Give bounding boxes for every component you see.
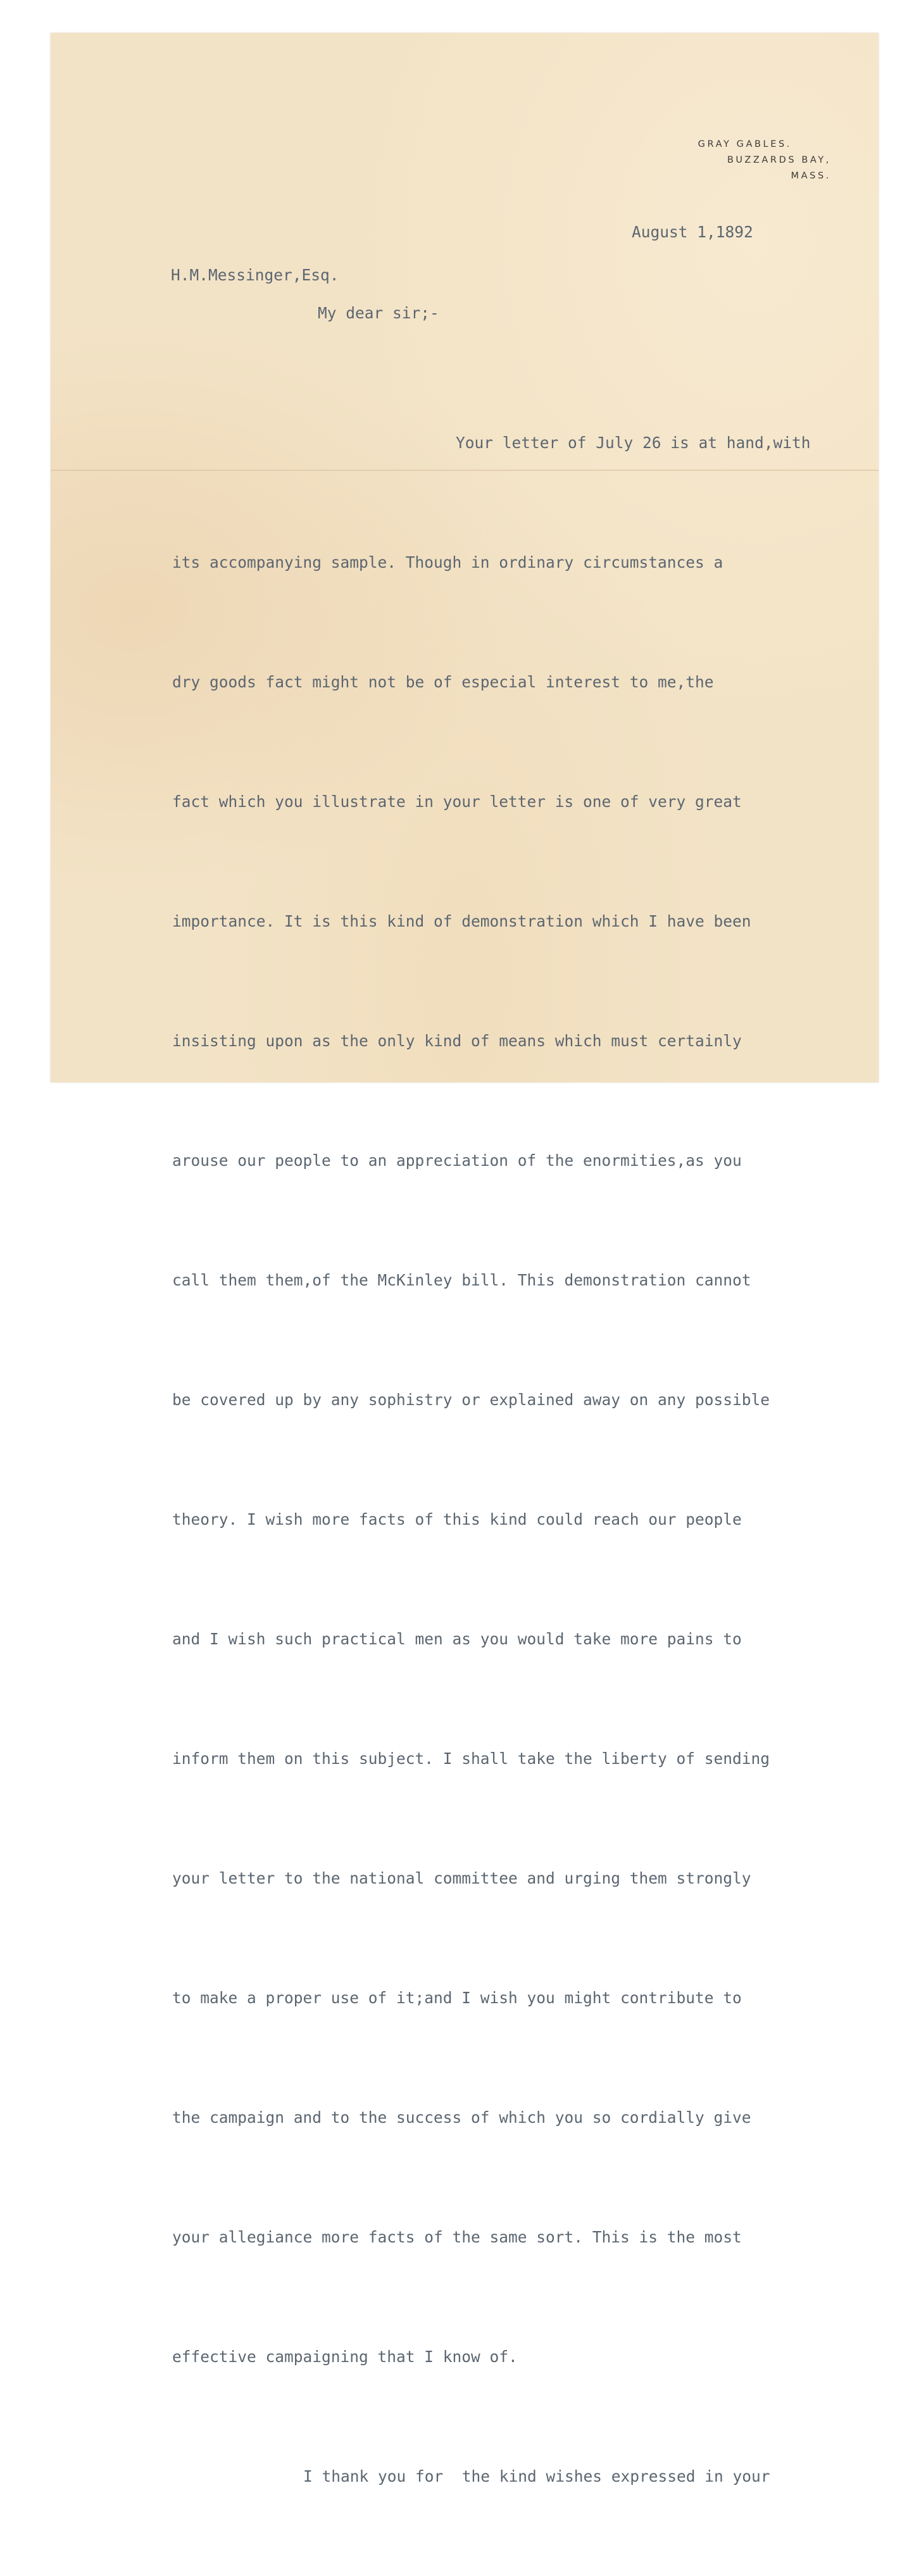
body-line: Your letter of July 26 is at hand,with: [456, 434, 811, 452]
letterhead: [698, 137, 831, 184]
body-line: call them them,of the McKinley bill. This demonstration cannot: [172, 1271, 751, 1289]
letterhead-line: BUZZARDS BAY,: [727, 155, 831, 165]
body-line: importance. It is this kind of demonstration which I have been: [172, 912, 751, 930]
body-line: fact which you illustrate in your letter is one of very great: [172, 792, 742, 811]
body-line: your allegiance more facts of the same sort. This is the most: [172, 2228, 742, 2246]
letter-page: [51, 33, 879, 2485]
body-line: theory. I wish more facts of this kind could reach our people: [172, 1510, 742, 1529]
body-line: to make a proper use of it;and I wish you might contribute to: [172, 1989, 742, 2007]
letterhead-line: GRAY GABLES.: [698, 139, 792, 149]
letter-body: [172, 343, 811, 2576]
body-line: I thank you for the kind wishes expressed in your: [303, 2467, 770, 2485]
body-line: arouse our people to an appreciation of the enormities,as you: [172, 1151, 742, 1170]
body-line: effective campaigning that I know of.: [172, 2348, 518, 2366]
body-line: its accompanying sample. Though in ordinary circumstances a: [172, 553, 723, 572]
body-line: dry goods fact might not be of especial interest to me,the: [172, 673, 714, 691]
body-line: your letter to the national committee and urging them strongly: [172, 1869, 751, 1887]
salutation: My dear sir;-: [318, 304, 439, 322]
body-line: and I wish such practical men as you would take more pains to: [172, 1630, 742, 1648]
body-line: the campaign and to the success of which you so cordially give: [172, 2108, 751, 2127]
addressee: H.M.Messinger,Esq.: [171, 266, 339, 284]
letter-date: August 1,1892: [632, 223, 753, 241]
letterhead-line: MASS.: [791, 171, 831, 181]
body-line: inform them on this subject. I shall take the liberty of sending: [172, 1749, 770, 1768]
body-line: be covered up by any sophistry or explained away on any possible: [172, 1391, 770, 1409]
body-line: insisting upon as the only kind of means which must certainly: [172, 1032, 742, 1050]
